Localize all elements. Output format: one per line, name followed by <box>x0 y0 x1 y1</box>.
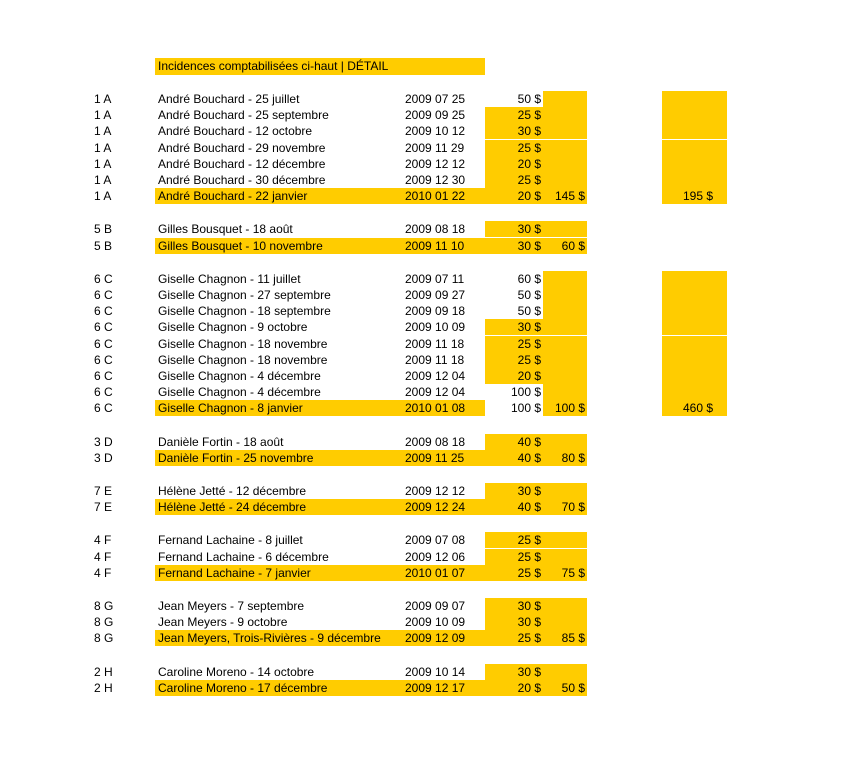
row-date: 2009 12 04 <box>405 369 466 383</box>
row-total <box>662 172 727 188</box>
row-code: 1 A <box>94 189 112 204</box>
table-row <box>0 630 850 646</box>
row-name: Caroline Moreno - 17 décembre <box>155 680 403 696</box>
row-amount: 25 $ <box>485 172 543 188</box>
row-amount: 30 $ <box>485 238 543 254</box>
row-amount: 30 $ <box>485 614 543 630</box>
row-name: Giselle Chagnon - 27 septembre <box>158 288 331 302</box>
row-subtotal <box>543 156 587 172</box>
table-row <box>0 368 850 384</box>
row-subtotal <box>543 107 587 123</box>
table-row <box>0 598 850 614</box>
table-row <box>0 107 850 123</box>
row-code: 8 G <box>94 599 114 613</box>
row-name: Giselle Chagnon - 18 novembre <box>158 336 328 351</box>
row-code: 1 A <box>94 140 112 155</box>
row-subtotal <box>543 140 587 156</box>
table-row <box>0 319 850 335</box>
row-code: 7 E <box>94 484 113 498</box>
row-date: 2009 12 09 <box>403 630 485 646</box>
row-amount: 20 $ <box>485 368 543 384</box>
row-name: Gilles Bousquet - 10 novembre <box>155 238 403 254</box>
row-subtotal <box>543 598 587 614</box>
row-name: Giselle Chagnon - 18 septembre <box>158 304 331 319</box>
row-total <box>662 287 727 303</box>
row-name: André Bouchard - 29 novembre <box>158 140 326 155</box>
row-name: Giselle Chagnon - 11 juillet <box>158 271 301 286</box>
row-amount: 60 $ <box>517 271 541 286</box>
row-amount: 25 $ <box>485 336 543 352</box>
table-row <box>0 434 850 450</box>
row-subtotal <box>543 614 587 630</box>
row-subtotal <box>543 319 587 335</box>
table-row <box>0 532 850 548</box>
row-code: 5 B <box>94 222 113 237</box>
row-name: Giselle Chagnon - 4 décembre <box>158 369 321 383</box>
row-amount: 100 $ <box>510 401 541 416</box>
row-date: 2009 07 08 <box>405 533 466 548</box>
row-amount: 30 $ <box>485 221 543 237</box>
row-code: 3 D <box>94 434 113 449</box>
row-code: 6 C <box>94 401 113 416</box>
row-total <box>662 368 727 384</box>
row-subtotal <box>543 91 587 107</box>
row-subtotal <box>543 336 587 352</box>
row-name: Hélène Jetté - 12 décembre <box>158 484 307 498</box>
row-name: André Bouchard - 25 juillet <box>158 92 300 106</box>
row-total <box>662 156 727 172</box>
row-code: 6 C <box>94 288 113 302</box>
row-total <box>662 140 727 156</box>
row-amount: 20 $ <box>485 188 543 204</box>
row-code: 6 C <box>94 352 113 367</box>
row-date: 2009 11 18 <box>405 352 465 367</box>
row-amount: 50 $ <box>517 92 541 106</box>
row-name: Fernand Lachaine - 6 décembre <box>158 549 329 564</box>
row-total <box>662 384 727 400</box>
row-code: 4 F <box>94 565 112 580</box>
row-date: 2009 09 18 <box>405 304 466 319</box>
row-date: 2009 09 07 <box>405 599 466 613</box>
table-row <box>0 188 850 204</box>
row-name: Jean Meyers - 9 octobre <box>158 615 288 630</box>
row-code: 3 D <box>94 450 113 465</box>
table-row <box>0 336 850 352</box>
table-row <box>0 680 850 696</box>
row-amount: 25 $ <box>485 352 543 368</box>
row-date: 2009 12 04 <box>405 385 466 400</box>
table-row <box>0 91 850 107</box>
row-date: 2010 01 08 <box>403 400 485 416</box>
table-row <box>0 549 850 565</box>
row-amount: 50 $ <box>517 304 541 319</box>
row-amount: 25 $ <box>485 630 543 646</box>
row-subtotal: 60 $ <box>543 238 587 254</box>
row-name: Giselle Chagnon - 18 novembre <box>158 352 328 367</box>
row-subtotal <box>543 434 587 450</box>
row-name: André Bouchard - 22 janvier <box>155 188 403 204</box>
table-row <box>0 565 850 581</box>
row-date: 2009 09 27 <box>405 288 466 302</box>
row-code: 6 C <box>94 320 113 335</box>
table-row <box>0 221 850 237</box>
row-code: 1 A <box>94 92 112 106</box>
row-code: 6 C <box>94 385 113 400</box>
row-amount: 30 $ <box>485 123 543 139</box>
row-date: 2009 10 12 <box>405 124 466 139</box>
row-date: 2009 11 18 <box>405 336 465 351</box>
row-date: 2009 12 17 <box>403 680 485 696</box>
row-date: 2009 08 18 <box>405 222 466 237</box>
row-name: André Bouchard - 12 octobre <box>158 124 313 139</box>
row-amount: 30 $ <box>485 664 543 680</box>
row-amount: 25 $ <box>485 140 543 156</box>
row-total <box>662 107 727 123</box>
row-amount: 25 $ <box>485 565 543 581</box>
row-name: Giselle Chagnon - 4 décembre <box>158 385 321 400</box>
row-total <box>662 352 727 368</box>
row-total <box>662 319 727 335</box>
row-subtotal <box>543 123 587 139</box>
table-row <box>0 352 850 368</box>
row-subtotal: 85 $ <box>543 630 587 646</box>
table-row <box>0 156 850 172</box>
row-subtotal: 80 $ <box>543 450 587 466</box>
table-row <box>0 614 850 630</box>
row-subtotal <box>543 172 587 188</box>
row-subtotal: 70 $ <box>543 499 587 515</box>
row-amount: 30 $ <box>485 598 543 614</box>
row-total <box>662 91 727 107</box>
row-date: 2009 07 25 <box>405 92 466 106</box>
row-date: 2009 10 09 <box>405 320 466 335</box>
row-subtotal <box>543 287 587 303</box>
table-row <box>0 172 850 188</box>
row-name: Jean Meyers, Trois-Rivières - 9 décembre <box>155 630 403 646</box>
row-name: Gilles Bousquet - 18 août <box>158 222 293 237</box>
row-code: 6 C <box>94 336 113 351</box>
row-amount: 20 $ <box>485 156 543 172</box>
row-amount: 25 $ <box>485 107 543 123</box>
row-code: 6 C <box>94 304 113 319</box>
row-amount: 100 $ <box>510 385 541 400</box>
row-date: 2009 11 29 <box>405 140 465 155</box>
row-code: 4 F <box>94 533 112 548</box>
row-date: 2009 11 25 <box>403 450 485 466</box>
row-code: 2 H <box>94 680 113 695</box>
row-date: 2009 10 09 <box>405 615 466 630</box>
row-date: 2009 12 12 <box>405 156 466 171</box>
row-code: 7 E <box>94 500 113 515</box>
row-amount: 20 $ <box>485 680 543 696</box>
row-date: 2009 11 10 <box>403 238 485 254</box>
row-date: 2009 12 24 <box>403 499 485 515</box>
row-amount: 40 $ <box>485 499 543 515</box>
row-code: 5 B <box>94 238 113 253</box>
row-date: 2010 01 07 <box>403 565 485 581</box>
row-amount: 30 $ <box>485 319 543 335</box>
row-amount: 40 $ <box>485 450 543 466</box>
row-total <box>662 336 727 352</box>
table-row <box>0 303 850 319</box>
row-date: 2009 12 06 <box>405 549 466 564</box>
row-total <box>662 303 727 319</box>
row-name: Fernand Lachaine - 7 janvier <box>155 565 403 581</box>
row-name: Jean Meyers - 7 septembre <box>158 599 305 613</box>
row-name: Danièle Fortin - 18 août <box>158 434 284 449</box>
page-title: Incidences comptabilisées ci-haut | DÉTAIL <box>155 58 485 75</box>
row-subtotal <box>543 664 587 680</box>
row-date: 2010 01 22 <box>403 188 485 204</box>
row-total <box>662 271 727 287</box>
row-code: 6 C <box>94 369 113 383</box>
row-amount: 25 $ <box>485 532 543 548</box>
table-row <box>0 400 850 416</box>
table-row <box>0 287 850 303</box>
table-row <box>0 123 850 139</box>
row-code: 1 A <box>94 124 112 139</box>
row-date: 2009 12 30 <box>405 173 466 187</box>
row-name: André Bouchard - 25 septembre <box>158 108 329 123</box>
row-date: 2009 08 18 <box>405 434 466 449</box>
row-name: Danièle Fortin - 25 novembre <box>155 450 403 466</box>
row-name: André Bouchard - 30 décembre <box>158 173 326 187</box>
row-date: 2009 12 12 <box>405 484 466 498</box>
row-total <box>662 123 727 139</box>
row-subtotal <box>543 303 587 319</box>
row-name: Caroline Moreno - 14 octobre <box>158 664 315 679</box>
row-subtotal <box>543 368 587 384</box>
table-row <box>0 271 850 287</box>
row-code: 8 G <box>94 615 114 630</box>
row-date: 2009 07 11 <box>405 271 465 286</box>
row-subtotal <box>543 221 587 237</box>
row-name: Fernand Lachaine - 8 juillet <box>158 533 303 548</box>
row-amount: 40 $ <box>485 434 543 450</box>
row-name: Hélène Jetté - 24 décembre <box>155 499 403 515</box>
row-code: 4 F <box>94 549 112 564</box>
row-amount: 50 $ <box>517 288 541 302</box>
row-subtotal <box>543 384 587 400</box>
row-subtotal <box>543 549 587 565</box>
row-code: 6 C <box>94 271 113 286</box>
row-date: 2009 10 14 <box>405 664 466 679</box>
table-row <box>0 483 850 499</box>
row-amount: 30 $ <box>485 483 543 499</box>
table-row <box>0 140 850 156</box>
table-row <box>0 664 850 680</box>
row-subtotal <box>543 352 587 368</box>
table-row <box>0 499 850 515</box>
row-subtotal: 50 $ <box>543 680 587 696</box>
row-name: Giselle Chagnon - 8 janvier <box>155 400 403 416</box>
row-subtotal: 145 $ <box>543 188 587 204</box>
row-amount: 25 $ <box>485 549 543 565</box>
row-subtotal <box>543 483 587 499</box>
table-row <box>0 238 850 254</box>
row-subtotal: 75 $ <box>543 565 587 581</box>
row-name: André Bouchard - 12 décembre <box>158 156 326 171</box>
row-subtotal <box>543 532 587 548</box>
row-code: 8 G <box>94 631 114 646</box>
row-code: 1 A <box>94 108 112 123</box>
row-subtotal: 100 $ <box>543 400 587 416</box>
row-code: 1 A <box>94 156 112 171</box>
row-total: 460 $ <box>662 400 727 416</box>
row-date: 2009 09 25 <box>405 108 466 123</box>
row-code: 1 A <box>94 173 112 187</box>
row-code: 2 H <box>94 664 113 679</box>
row-name: Giselle Chagnon - 9 octobre <box>158 320 308 335</box>
row-subtotal <box>543 271 587 287</box>
table-row <box>0 450 850 466</box>
table-row <box>0 384 850 400</box>
row-total: 195 $ <box>662 188 727 204</box>
